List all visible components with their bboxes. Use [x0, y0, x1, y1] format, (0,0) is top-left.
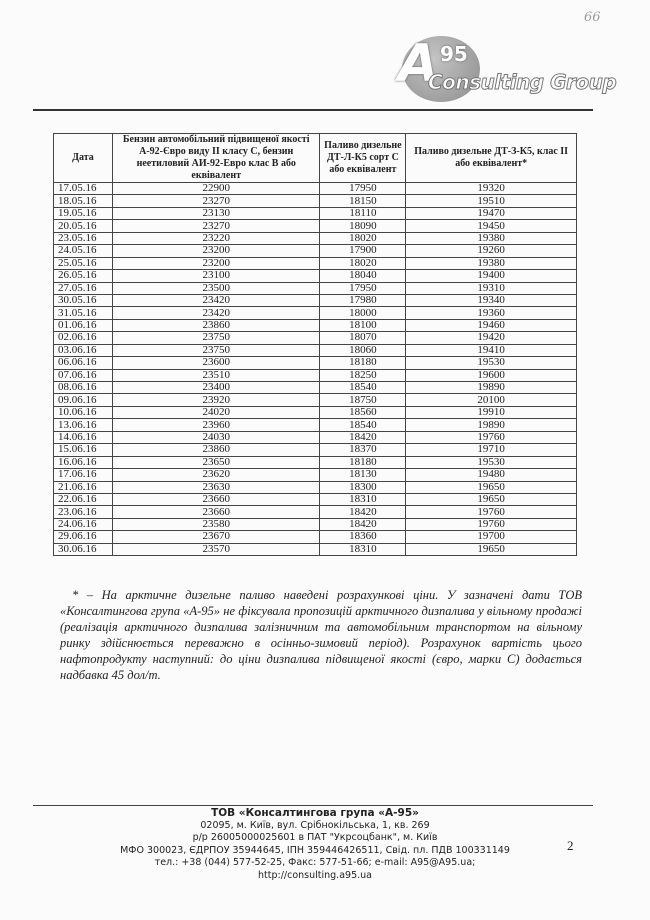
cell-diesel-summer: 18180 — [320, 357, 406, 369]
cell-date: 20.05.16 — [54, 220, 113, 232]
cell-diesel-summer: 18150 — [320, 195, 406, 207]
cell-petrol: 23660 — [112, 493, 320, 505]
table-row — [54, 518, 577, 530]
cell-petrol: 23650 — [112, 456, 320, 468]
cell-date: 09.06.16 — [54, 394, 113, 406]
cell-petrol: 23860 — [112, 444, 320, 456]
cell-diesel-summer: 18420 — [320, 506, 406, 518]
cell-diesel-summer: 18020 — [320, 232, 406, 244]
cell-petrol: 23420 — [112, 294, 320, 306]
cell-diesel-summer: 17950 — [320, 282, 406, 294]
cell-date: 01.06.16 — [54, 319, 113, 331]
cell-date: 15.06.16 — [54, 444, 113, 456]
table-row — [54, 232, 577, 244]
cell-diesel-winter: 19510 — [406, 195, 577, 207]
logo-text: Consulting Group — [428, 70, 617, 94]
table-row — [54, 220, 577, 232]
table-row — [54, 307, 577, 319]
cell-diesel-summer: 18300 — [320, 481, 406, 493]
footer-divider — [33, 805, 593, 806]
cell-date: 31.05.16 — [54, 307, 113, 319]
table-row — [54, 282, 577, 294]
cell-diesel-winter: 19380 — [406, 257, 577, 269]
cell-date: 07.06.16 — [54, 369, 113, 381]
cell-petrol: 22900 — [112, 183, 320, 195]
cell-diesel-winter: 19530 — [406, 357, 577, 369]
cell-diesel-winter: 19890 — [406, 382, 577, 394]
cell-petrol: 24030 — [112, 431, 320, 443]
cell-diesel-winter: 19260 — [406, 245, 577, 257]
cell-diesel-summer: 18060 — [320, 344, 406, 356]
table-row — [54, 183, 577, 195]
footer-company: ТОВ «Консалтингова група «А-95» — [211, 807, 419, 819]
handwritten-page-number: 66 — [584, 10, 601, 25]
cell-date: 02.06.16 — [54, 332, 113, 344]
cell-petrol: 23510 — [112, 369, 320, 381]
table-row — [54, 506, 577, 518]
cell-diesel-summer: 18420 — [320, 518, 406, 530]
cell-petrol: 23580 — [112, 518, 320, 530]
cell-date: 25.05.16 — [54, 257, 113, 269]
table-row — [54, 270, 577, 282]
header-date: Дата — [54, 134, 113, 183]
cell-date: 17.06.16 — [54, 469, 113, 481]
cell-petrol: 23750 — [112, 332, 320, 344]
table-row — [54, 394, 577, 406]
cell-diesel-summer: 18070 — [320, 332, 406, 344]
cell-date: 22.06.16 — [54, 493, 113, 505]
cell-petrol: 23130 — [112, 207, 320, 219]
cell-petrol: 23400 — [112, 382, 320, 394]
cell-date: 21.06.16 — [54, 481, 113, 493]
logo-number: 95 — [440, 42, 468, 66]
cell-diesel-summer: 18250 — [320, 369, 406, 381]
table-row — [54, 481, 577, 493]
table-row — [54, 431, 577, 443]
footnote: * – На арктичне дизельне паливо наведені розрахункові ціни. У зазначені дати ТОВ «Консалтингова група «А-95» не фіксувала пропозицій арктичного дизпалива у вільному продажі (реалізація арктичного дизпалива залізничним та автомобільним транспортом на вільному ринку здійснюється переважно в осінньо-зимовий період). Розрахунок вартість цього нафтопродукту наступний: до ціни дизпалива підвищеної якості (євро, марки С) додається надбавка 45 дол/т. — [60, 588, 582, 682]
cell-diesel-winter: 19760 — [406, 431, 577, 443]
header-diesel-summer: Паливо дизельне ДТ-Л-К5 сорт С або еквівалент — [320, 134, 406, 183]
cell-diesel-summer: 18180 — [320, 456, 406, 468]
cell-petrol: 23270 — [112, 220, 320, 232]
cell-date: 13.06.16 — [54, 419, 113, 431]
table-header-row — [54, 134, 577, 183]
cell-petrol: 23660 — [112, 506, 320, 518]
cell-diesel-winter: 19360 — [406, 307, 577, 319]
table-row — [54, 456, 577, 468]
header-diesel-winter: Паливо дизельне ДТ-З-К5, клас II або еквівалент* — [406, 134, 577, 183]
cell-diesel-winter: 19910 — [406, 406, 577, 418]
cell-diesel-summer: 17950 — [320, 183, 406, 195]
table-row — [54, 294, 577, 306]
cell-diesel-winter: 19450 — [406, 220, 577, 232]
cell-date: 30.05.16 — [54, 294, 113, 306]
cell-date: 26.05.16 — [54, 270, 113, 282]
cell-diesel-summer: 18110 — [320, 207, 406, 219]
cell-date: 14.06.16 — [54, 431, 113, 443]
cell-petrol: 23860 — [112, 319, 320, 331]
cell-diesel-winter: 19890 — [406, 419, 577, 431]
cell-petrol: 23620 — [112, 469, 320, 481]
cell-petrol: 23200 — [112, 245, 320, 257]
header-petrol: Бензин автомобільний підвищеної якості А-92-Євро виду II класу С, бензин неетиловий АИ-92-Евро клас В або еквівалент — [112, 134, 320, 183]
table-row — [54, 319, 577, 331]
cell-diesel-summer: 17900 — [320, 245, 406, 257]
cell-date: 03.06.16 — [54, 344, 113, 356]
cell-date: 24.06.16 — [54, 518, 113, 530]
cell-diesel-summer: 18000 — [320, 307, 406, 319]
cell-date: 23.06.16 — [54, 506, 113, 518]
cell-date: 29.06.16 — [54, 531, 113, 543]
cell-diesel-summer: 18040 — [320, 270, 406, 282]
cell-diesel-summer: 18090 — [320, 220, 406, 232]
cell-date: 27.05.16 — [54, 282, 113, 294]
footer — [100, 807, 530, 882]
company-logo — [390, 34, 617, 106]
cell-petrol: 23100 — [112, 270, 320, 282]
table-row — [54, 207, 577, 219]
table-row — [54, 543, 577, 555]
cell-date: 23.05.16 — [54, 232, 113, 244]
footer-codes: МФО 300023, ЄДРПОУ 35944645, ІПН 359446426511, Свід. пл. ПДВ 100331149 — [120, 844, 510, 856]
table-row — [54, 245, 577, 257]
cell-date: 10.06.16 — [54, 406, 113, 418]
table-row — [54, 531, 577, 543]
footer-contacts: тел.: +38 (044) 577-52-25, Факс: 577-51-66; e-mail: A95@A95.ua; http://consulting.a95.ua — [154, 857, 476, 881]
table-row — [54, 195, 577, 207]
cell-date: 08.06.16 — [54, 382, 113, 394]
cell-diesel-winter: 19420 — [406, 332, 577, 344]
table-row — [54, 419, 577, 431]
header-divider — [33, 109, 593, 111]
cell-diesel-winter: 20100 — [406, 394, 577, 406]
cell-diesel-summer: 18420 — [320, 431, 406, 443]
footer-address: 02095, м. Київ, вул. Срібнокільська, 1, кв. 269 — [200, 819, 430, 831]
footer-bank: р/р 26005000025601 в ПАТ "Укрсоцбанк", м. Київ — [192, 832, 438, 843]
cell-petrol: 23750 — [112, 344, 320, 356]
cell-diesel-winter: 19380 — [406, 232, 577, 244]
table-row — [54, 357, 577, 369]
cell-diesel-summer: 18560 — [320, 406, 406, 418]
cell-diesel-winter: 19470 — [406, 207, 577, 219]
cell-diesel-winter: 19460 — [406, 319, 577, 331]
cell-petrol: 23270 — [112, 195, 320, 207]
table-row — [54, 493, 577, 505]
cell-petrol: 23200 — [112, 257, 320, 269]
cell-date: 30.06.16 — [54, 543, 113, 555]
cell-diesel-summer: 18020 — [320, 257, 406, 269]
table-row — [54, 369, 577, 381]
cell-diesel-summer: 18310 — [320, 543, 406, 555]
cell-diesel-winter: 19760 — [406, 506, 577, 518]
cell-diesel-winter: 19650 — [406, 493, 577, 505]
table-row — [54, 469, 577, 481]
table-row — [54, 382, 577, 394]
cell-petrol: 23960 — [112, 419, 320, 431]
cell-diesel-summer: 18100 — [320, 319, 406, 331]
cell-diesel-winter: 19310 — [406, 282, 577, 294]
cell-petrol: 23500 — [112, 282, 320, 294]
cell-petrol: 24020 — [112, 406, 320, 418]
table-row — [54, 344, 577, 356]
cell-diesel-summer: 18370 — [320, 444, 406, 456]
table-row — [54, 406, 577, 418]
cell-petrol: 23600 — [112, 357, 320, 369]
cell-date: 16.06.16 — [54, 456, 113, 468]
cell-diesel-summer: 18130 — [320, 469, 406, 481]
cell-diesel-winter: 19340 — [406, 294, 577, 306]
cell-diesel-winter: 19400 — [406, 270, 577, 282]
cell-diesel-summer: 17980 — [320, 294, 406, 306]
cell-petrol: 23670 — [112, 531, 320, 543]
cell-diesel-winter: 19530 — [406, 456, 577, 468]
cell-diesel-summer: 18540 — [320, 419, 406, 431]
cell-diesel-summer: 18310 — [320, 493, 406, 505]
page-number: 2 — [567, 838, 574, 853]
cell-petrol: 23630 — [112, 481, 320, 493]
cell-diesel-winter: 19600 — [406, 369, 577, 381]
table-row — [54, 332, 577, 344]
cell-petrol: 23920 — [112, 394, 320, 406]
cell-date: 18.05.16 — [54, 195, 113, 207]
logo-mark: A — [398, 34, 439, 94]
cell-diesel-winter: 19760 — [406, 518, 577, 530]
cell-diesel-winter: 19700 — [406, 531, 577, 543]
cell-petrol: 23570 — [112, 543, 320, 555]
cell-diesel-winter: 19650 — [406, 543, 577, 555]
cell-date: 17.05.16 — [54, 183, 113, 195]
cell-diesel-winter: 19410 — [406, 344, 577, 356]
cell-diesel-winter: 19480 — [406, 469, 577, 481]
cell-diesel-summer: 18540 — [320, 382, 406, 394]
cell-diesel-winter: 19320 — [406, 183, 577, 195]
cell-diesel-summer: 18360 — [320, 531, 406, 543]
table-row — [54, 444, 577, 456]
cell-diesel-winter: 19650 — [406, 481, 577, 493]
cell-diesel-summer: 18750 — [320, 394, 406, 406]
cell-date: 24.05.16 — [54, 245, 113, 257]
cell-petrol: 23220 — [112, 232, 320, 244]
cell-date: 06.06.16 — [54, 357, 113, 369]
table-row — [54, 257, 577, 269]
cell-petrol: 23420 — [112, 307, 320, 319]
cell-diesel-winter: 19710 — [406, 444, 577, 456]
cell-date: 19.05.16 — [54, 207, 113, 219]
price-table — [53, 133, 577, 556]
